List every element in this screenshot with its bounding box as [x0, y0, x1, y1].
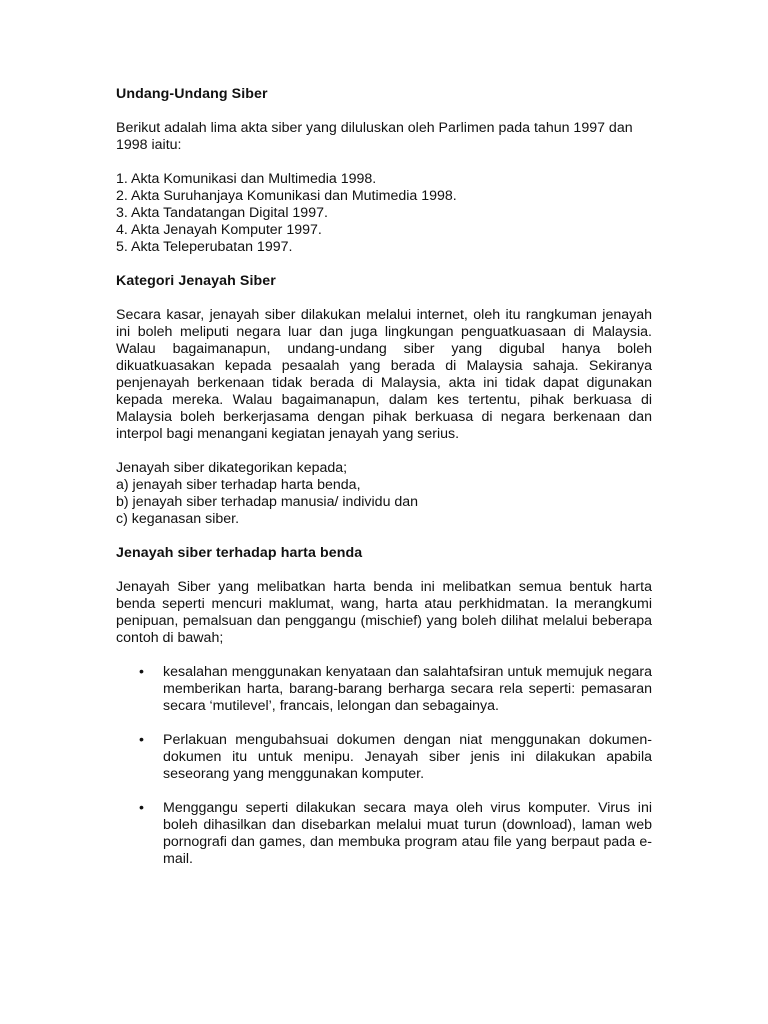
- heading-jenayah-harta-benda: Jenayah siber terhadap harta benda: [116, 545, 363, 561]
- heading-kategori-jenayah-siber: Kategori Jenayah Siber: [116, 273, 276, 289]
- bullet-icon: •: [139, 664, 144, 680]
- act-item: 5. Akta Teleperubatan 1997.: [116, 239, 293, 255]
- heading-undang-undang-siber: Undang-Undang Siber: [116, 86, 268, 102]
- category-item: b) jenayah siber terhadap manusia/ individu dan: [116, 494, 419, 510]
- list-item: [116, 664, 652, 715]
- bullet-icon: •: [139, 800, 144, 816]
- intro-paragraph: Berikut adalah lima akta siber yang diluluskan oleh Parlimen pada tahun 1997 dan 1998 iaitu:: [116, 120, 633, 153]
- act-item: 4. Akta Jenayah Komputer 1997.: [116, 222, 322, 238]
- act-item: 1. Akta Komunikasi dan Multimedia 1998.: [116, 171, 377, 187]
- list-gap: [116, 715, 652, 732]
- bullet-text: Perlakuan mengubahsuai dokumen dengan niat menggunakan dokumen-dokumen itu untuk menipu. Jenayah siber jenis ini dilakukan apabila seseorang yang menggunakan komputer.: [163, 732, 652, 782]
- list-item: [116, 800, 652, 868]
- bullet-text: Menggangu seperti dilakukan secara maya oleh virus komputer. Virus ini boleh dihasilkan dan disebarkan melalui muat turun (download), laman web pornografi dan games, dan membuka program atau file yang berpaut pada e-mail.: [163, 800, 652, 867]
- list-item: [116, 732, 652, 783]
- act-item: 3. Akta Tandatangan Digital 1997.: [116, 205, 328, 221]
- categories-intro: Jenayah siber dikategorikan kepada;: [116, 460, 348, 476]
- harta-benda-paragraph: Jenayah Siber yang melibatkan harta benda ini melibatkan semua bentuk harta benda seperti mencuri maklumat, wang, harta atau perkhidmatan. Ia merangkumi penipuan, pemalsuan dan penggangu (mischief) yang boleh dilihat melalui beberapa contoh di bawah;: [116, 579, 652, 646]
- kategori-paragraph: Secara kasar, jenayah siber dilakukan melalui internet, oleh itu rangkuman jenayah ini boleh meliputi negara luar dan juga lingkungan penguatkuasaan di Malaysia. Walau bagaimanapun, undang-undang siber yang digubal hanya boleh dikuatkuasakan kepada pesaalah yang berada di Malaysia sahaja. Sekiranya penjenayah berkenaan tidak berada di Malaysia, akta ini tidak dapat digunakan kepada mereka. Walau bagaimanapun, dalam kes tertentu, pihak berkuasa di Malaysia boleh berkerjasama dengan pihak berkuasa di negara berkenaan dan interpol bagi menangani kegiatan jenayah yang serius.: [116, 307, 652, 442]
- list-gap: [116, 783, 652, 800]
- category-item: a) jenayah siber terhadap harta benda,: [116, 477, 361, 493]
- examples-bullet-list: [116, 664, 652, 868]
- document-page: [116, 86, 652, 868]
- bullet-text: kesalahan menggunakan kenyataan dan salahtafsiran untuk memujuk negara memberikan harta, barang-barang berharga secara rela seperti: pemasaran secara ‘mutilevel’, francais, lelongan dan sebagainya.: [163, 664, 652, 714]
- act-item: 2. Akta Suruhanjaya Komunikasi dan Mutimedia 1998.: [116, 188, 457, 204]
- categories-list: [116, 477, 652, 528]
- bullet-icon: •: [139, 732, 144, 748]
- acts-list: [116, 171, 652, 256]
- category-item: c) keganasan siber.: [116, 511, 240, 527]
